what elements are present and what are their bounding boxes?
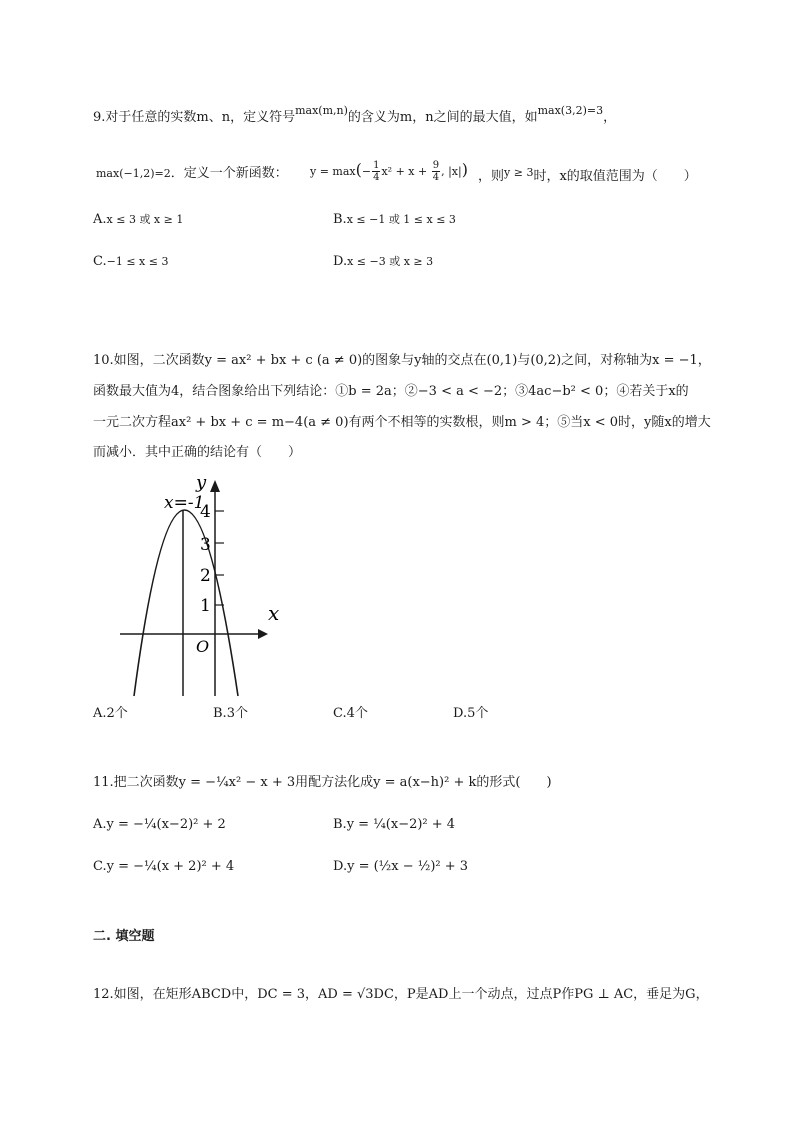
q9-function: y = max(− $\frac{1}{4}$ x² + x + $\frac{9}{4}$ , |x|) bbox=[310, 160, 468, 183]
q10-line2: 函数最大值为4，结合图象给出下列结论：①b = 2a；②−3 < a < −2；③4ac−b² < 0；④若关于x的 bbox=[93, 384, 689, 399]
q9-option-b: B.x ≤ −1 或 1 ≤ x ≤ 3 bbox=[333, 212, 456, 227]
q9-func-prefix: y = max bbox=[310, 165, 356, 178]
q9-option-a: A.x ≤ 3 或 x ≥ 1 bbox=[93, 212, 184, 227]
symmetry-label: x=-1 bbox=[164, 493, 205, 513]
q12-line1: 12.如图，在矩形ABCD中，DC = 3，AD = √3DC，P是AD上一个动点，过点P作PG ⊥ AC，垂足为G， bbox=[93, 987, 709, 1002]
q10-line3: 一元二次方程ax² + bx + c = m−4(a ≠ 0)有两个不相等的实数根，则m > 4；⑤当x < 0时，y随x的增大 bbox=[93, 415, 711, 430]
tick-label-4: 4 bbox=[200, 502, 211, 522]
tick-label-1: 1 bbox=[200, 596, 211, 616]
q11-option-a: A.y = −¼(x−2)² + 2 bbox=[93, 817, 226, 832]
q11-line1: 11.把二次函数y = −¼x² − x + 3用配方法化成y = a(x−h)² + k的形式( ) bbox=[93, 775, 552, 790]
q10-option-b: B.3个 bbox=[213, 706, 248, 721]
origin-label: O bbox=[196, 637, 210, 656]
q9-paren-open: ( bbox=[355, 160, 362, 179]
q10-line4: 而减小．其中正确的结论有（ ） bbox=[93, 445, 302, 460]
q10-option-d: D.5个 bbox=[453, 706, 489, 721]
x-axis-arrow bbox=[258, 629, 268, 639]
q11-option-d: D.y = (½x − ½)² + 3 bbox=[333, 859, 469, 874]
q10-line1: 10.如图，二次函数y = ax² + bx + c (a ≠ 0)的图象与y轴的交点在(0,1)与(0,2)之间，对称轴为x = −1， bbox=[93, 353, 711, 368]
q9-frac-quarter: $\frac{1}{4}$ bbox=[373, 160, 380, 183]
q11-option-b: B.y = ¼(x−2)² + 4 bbox=[333, 817, 456, 832]
x-axis-label: x bbox=[268, 601, 280, 625]
q10-option-a: A.2个 bbox=[93, 706, 128, 721]
q9-line1 bbox=[93, 104, 617, 128]
y-axis-label: y bbox=[196, 474, 207, 493]
q9-paren-close: ) bbox=[461, 160, 468, 179]
parabola-curve bbox=[134, 510, 238, 696]
q9-comma: ， bbox=[603, 110, 617, 125]
q9-frac-nine-quarters: $\frac{9}{4}$ bbox=[432, 160, 440, 183]
q9-example-1: max(3,2)=3 bbox=[537, 104, 604, 117]
q11-option-c: C.y = −¼(x + 2)² + 4 bbox=[93, 859, 235, 874]
q10-option-c: C.4个 bbox=[333, 706, 368, 721]
q9-text-d: 时，x的取值范围为（ ） bbox=[533, 169, 697, 184]
q10-parabola-graph bbox=[110, 474, 300, 700]
q9-max-mn: max(m,n) bbox=[295, 104, 348, 117]
q9-func-tail: ，则 bbox=[478, 169, 505, 184]
tick-label-2: 2 bbox=[200, 566, 211, 586]
q9-condition: y ≥ 3 bbox=[504, 166, 534, 179]
q9-text-b: 的含义为m，n之间的最大值，如 bbox=[347, 110, 538, 125]
q9-text-a: 9.对于任意的实数m、n，定义符号 bbox=[93, 110, 296, 125]
y-axis-arrow bbox=[210, 480, 220, 492]
q9-line2-tail bbox=[478, 167, 697, 187]
q9-option-c: C.−1 ≤ x ≤ 3 bbox=[93, 254, 169, 269]
q9-option-d: D.x ≤ −3 或 x ≥ 3 bbox=[333, 254, 434, 269]
tick-label-3: 3 bbox=[200, 535, 211, 555]
q9-text-c: ．定义一个新函数： bbox=[170, 166, 288, 181]
section-fill-in-blank-heading: 二. 填空题 bbox=[93, 929, 155, 944]
q9-example-2: max(−1,2)=2 bbox=[96, 167, 171, 180]
q9-line2 bbox=[96, 164, 288, 184]
